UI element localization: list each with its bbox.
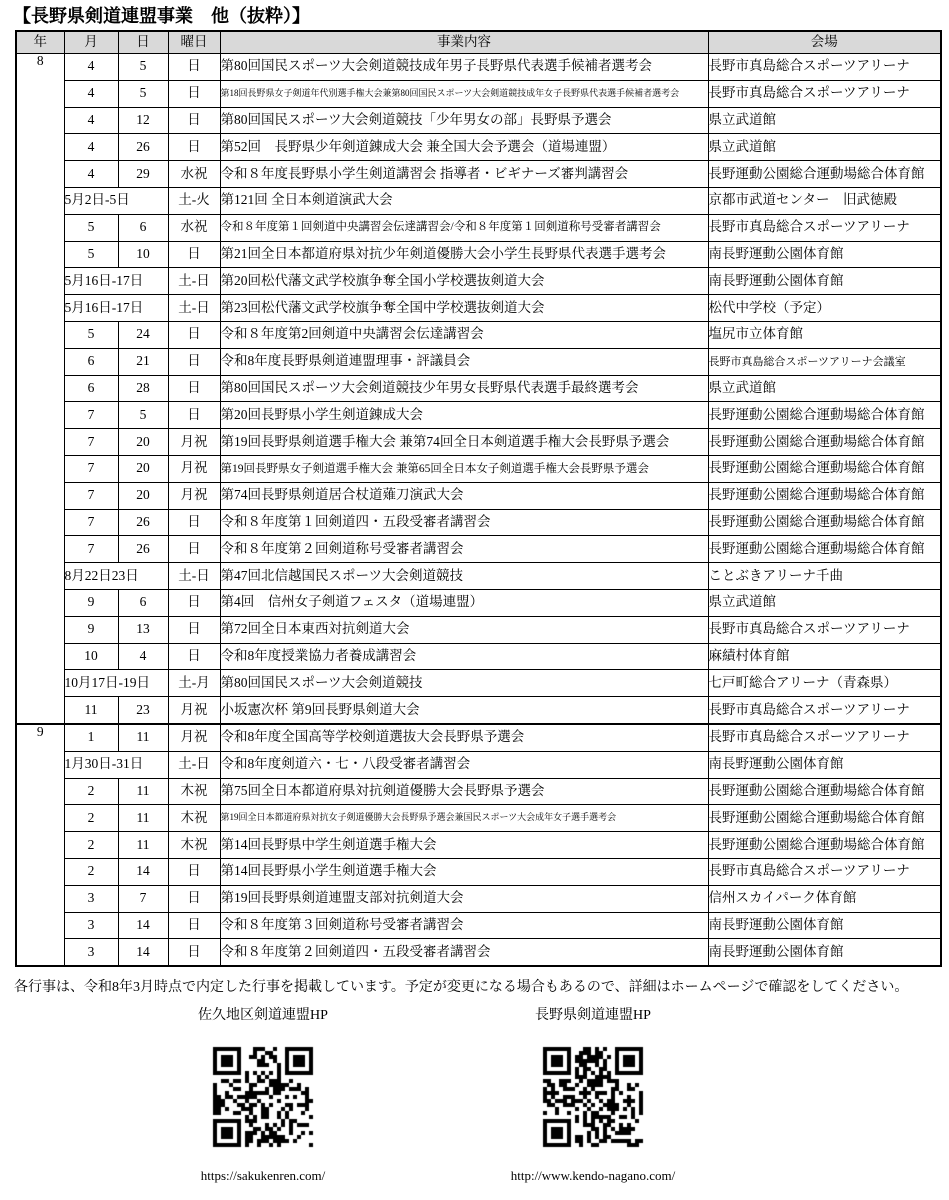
day-cell: 20	[118, 482, 168, 509]
date-range-cell: 10月17日-19日	[64, 670, 168, 697]
venue-cell: 長野市真島総合スポーツアリーナ	[708, 724, 941, 751]
day-cell: 13	[118, 616, 168, 643]
qr-url-nagano[interactable]: http://www.kendo-nagano.com/	[510, 1168, 676, 1183]
weekday-cell: 日	[168, 643, 220, 670]
venue-cell: 県立武道館	[708, 107, 941, 134]
date-range-cell: 5月16日-17日	[64, 268, 168, 295]
month-cell: 4	[64, 54, 118, 81]
day-cell: 6	[118, 589, 168, 616]
day-cell: 6	[118, 214, 168, 241]
day-cell: 20	[118, 429, 168, 456]
month-cell: 10	[64, 643, 118, 670]
venue-cell: 京都市武道センター 旧武徳殿	[708, 187, 941, 214]
event-cell: 第4回 信州女子剣道フェスタ（道場連盟）	[220, 589, 708, 616]
table-row	[16, 885, 941, 912]
qr-section-nagano	[478, 1004, 708, 1184]
event-cell: 第14回長野県小学生剣道選手権大会	[220, 858, 708, 885]
venue-cell: 南長野運動公園体育館	[708, 751, 941, 778]
table-row	[16, 482, 941, 509]
weekday-cell: 月祝	[168, 455, 220, 482]
weekday-cell: 日	[168, 134, 220, 161]
table-row	[16, 858, 941, 885]
weekday-cell: 日	[168, 536, 220, 563]
event-cell: 第80回国民スポーツ大会剣道競技	[220, 670, 708, 697]
event-cell: 第52回 長野県少年剣道錬成大会 兼全国大会予選会（道場連盟）	[220, 134, 708, 161]
table-row	[16, 187, 941, 214]
event-cell: 第80回国民スポーツ大会剣道競技「少年男女の部」長野県予選会	[220, 107, 708, 134]
event-cell: 第21回全日本都道府県対抗少年剣道優勝大会小学生長野県代表選手選考会	[220, 241, 708, 268]
month-cell: 4	[64, 161, 118, 188]
weekday-cell: 日	[168, 402, 220, 429]
weekday-cell: 月祝	[168, 482, 220, 509]
day-cell: 14	[118, 858, 168, 885]
month-cell: 5	[64, 214, 118, 241]
venue-cell: 七戸町総合アリーナ（青森県）	[708, 670, 941, 697]
weekday-cell: 日	[168, 375, 220, 402]
weekday-cell: 日	[168, 912, 220, 939]
venue-cell: 長野市真島総合スポーツアリーナ	[708, 697, 941, 724]
table-row	[16, 697, 941, 724]
month-cell: 4	[64, 80, 118, 107]
month-cell: 2	[64, 858, 118, 885]
table-row	[16, 724, 941, 751]
event-cell: 第19回長野県剣道連盟支部対抗剣道大会	[220, 885, 708, 912]
table-row	[16, 751, 941, 778]
day-cell: 14	[118, 912, 168, 939]
day-cell: 5	[118, 80, 168, 107]
weekday-cell: 日	[168, 885, 220, 912]
event-cell: 令和８年度第１回剣道四・五段受審者講習会	[220, 509, 708, 536]
day-cell: 26	[118, 509, 168, 536]
day-cell: 11	[118, 778, 168, 805]
year-cell: 8	[16, 54, 64, 724]
table-row	[16, 161, 941, 188]
weekday-cell: 土-日	[168, 268, 220, 295]
day-cell: 11	[118, 805, 168, 832]
month-cell: 6	[64, 375, 118, 402]
venue-cell: 長野運動公園総合運動場総合体育館	[708, 482, 941, 509]
date-range-cell: 1月30日-31日	[64, 751, 168, 778]
weekday-cell: 日	[168, 616, 220, 643]
weekday-cell: 日	[168, 858, 220, 885]
venue-cell: 長野運動公園総合運動場総合体育館	[708, 778, 941, 805]
day-cell: 28	[118, 375, 168, 402]
venue-cell: 長野市真島総合スポーツアリーナ会議室	[708, 348, 941, 375]
weekday-cell: 土-日	[168, 295, 220, 322]
venue-cell: 長野市真島総合スポーツアリーナ	[708, 54, 941, 81]
event-cell: 第47回北信越国民スポーツ大会剣道競技	[220, 563, 708, 590]
venue-cell: 県立武道館	[708, 134, 941, 161]
qr-code-nagano	[541, 1045, 645, 1149]
day-cell: 10	[118, 241, 168, 268]
venue-cell: 長野運動公園総合運動場総合体育館	[708, 509, 941, 536]
month-cell: 7	[64, 429, 118, 456]
qr-url-saku[interactable]: https://sakukenren.com/	[200, 1168, 326, 1183]
venue-cell: 南長野運動公園体育館	[708, 939, 941, 966]
year-cell: 9	[16, 724, 64, 966]
month-cell: 3	[64, 939, 118, 966]
event-cell: 第20回松代藩文武学校旗争奪全国小学校選抜剣道大会	[220, 268, 708, 295]
event-cell: 第19回長野県剣道選手権大会 兼第74回全日本剣道選手権大会長野県予選会	[220, 429, 708, 456]
table-row	[16, 214, 941, 241]
weekday-cell: 木祝	[168, 832, 220, 859]
day-cell: 11	[118, 724, 168, 751]
venue-cell: 長野運動公園総合運動場総合体育館	[708, 455, 941, 482]
date-range-cell: 5月2日-5日	[64, 187, 168, 214]
event-cell: 令和８年度第１回剣道中央講習会伝達講習会/令和８年度第１回剣道称号受審者講習会	[220, 214, 708, 241]
month-cell: 7	[64, 509, 118, 536]
weekday-cell: 日	[168, 939, 220, 966]
table-row	[16, 241, 941, 268]
table-row	[16, 563, 941, 590]
event-cell: 小坂憲次杯 第9回長野県剣道大会	[220, 697, 708, 724]
venue-cell: 県立武道館	[708, 589, 941, 616]
venue-cell: 長野市真島総合スポーツアリーナ	[708, 80, 941, 107]
table-row	[16, 54, 941, 81]
qr-section-saku	[148, 1004, 378, 1184]
month-cell: 4	[64, 107, 118, 134]
footer-note: 各行事は、令和8年3月時点で内定した行事を掲載しています。予定が変更になる場合もあるので、詳細はホームページで確認をしてください。	[14, 980, 909, 995]
weekday-cell: 土-日	[168, 563, 220, 590]
month-cell: 7	[64, 536, 118, 563]
day-cell: 14	[118, 939, 168, 966]
month-cell: 3	[64, 912, 118, 939]
month-cell: 6	[64, 348, 118, 375]
weekday-cell: 日	[168, 589, 220, 616]
table-row	[16, 589, 941, 616]
event-cell: 第75回全日本都道府県対抗剣道優勝大会長野県予選会	[220, 778, 708, 805]
table-row	[16, 348, 941, 375]
qr-code-saku	[211, 1045, 315, 1149]
col-header-weekday: 曜日	[168, 31, 220, 54]
qr-label-nagano: 長野県剣道連盟HP	[535, 1008, 651, 1023]
weekday-cell: 日	[168, 107, 220, 134]
event-cell: 令和8年度剣道六・七・八段受審者講習会	[220, 751, 708, 778]
venue-cell: 松代中学校（予定）	[708, 295, 941, 322]
qr-label-saku: 佐久地区剣道連盟HP	[198, 1008, 328, 1023]
day-cell: 23	[118, 697, 168, 724]
table-row	[16, 455, 941, 482]
table-row	[16, 268, 941, 295]
day-cell: 12	[118, 107, 168, 134]
venue-cell: 長野運動公園総合運動場総合体育館	[708, 429, 941, 456]
event-cell: 第14回長野県中学生剣道選手権大会	[220, 832, 708, 859]
event-cell: 令和8年度全国高等学校剣道選抜大会長野県予選会	[220, 724, 708, 751]
month-cell: 11	[64, 697, 118, 724]
col-header-day: 日	[118, 31, 168, 54]
weekday-cell: 月祝	[168, 724, 220, 751]
table-row	[16, 778, 941, 805]
table-row	[16, 939, 941, 966]
venue-cell: 長野市真島総合スポーツアリーナ	[708, 616, 941, 643]
venue-cell: 南長野運動公園体育館	[708, 268, 941, 295]
day-cell: 5	[118, 54, 168, 81]
col-header-event: 事業内容	[220, 31, 708, 54]
weekday-cell: 日	[168, 348, 220, 375]
month-cell: 5	[64, 241, 118, 268]
event-cell: 令和8年度授業協力者養成講習会	[220, 643, 708, 670]
event-cell: 第19回長野県女子剣道選手権大会 兼第65回全日本女子剣道選手権大会長野県予選会	[220, 455, 708, 482]
table-row	[16, 912, 941, 939]
event-cell: 令和8年度長野県剣道連盟理事・評議員会	[220, 348, 708, 375]
events-table	[15, 30, 942, 967]
venue-cell: 南長野運動公園体育館	[708, 912, 941, 939]
event-cell: 第74回長野県剣道居合杖道薙刀演武大会	[220, 482, 708, 509]
weekday-cell: 土-月	[168, 670, 220, 697]
venue-cell: 長野運動公園総合運動場総合体育館	[708, 402, 941, 429]
table-row	[16, 107, 941, 134]
weekday-cell: 土-日	[168, 751, 220, 778]
table-row	[16, 805, 941, 832]
month-cell: 7	[64, 455, 118, 482]
day-cell: 21	[118, 348, 168, 375]
table-row	[16, 295, 941, 322]
weekday-cell: 月祝	[168, 697, 220, 724]
venue-cell: 塩尻市立体育館	[708, 321, 941, 348]
weekday-cell: 日	[168, 321, 220, 348]
month-cell: 3	[64, 885, 118, 912]
table-row	[16, 375, 941, 402]
weekday-cell: 土-火	[168, 187, 220, 214]
day-cell: 20	[118, 455, 168, 482]
month-cell: 7	[64, 402, 118, 429]
day-cell: 24	[118, 321, 168, 348]
venue-cell: 信州スカイパーク体育館	[708, 885, 941, 912]
weekday-cell: 日	[168, 80, 220, 107]
event-cell: 第72回全日本東西対抗剣道大会	[220, 616, 708, 643]
day-cell: 5	[118, 402, 168, 429]
month-cell: 9	[64, 589, 118, 616]
month-cell: 2	[64, 778, 118, 805]
page-title: 【長野県剣道連盟事業 他（抜粋）】	[13, 6, 310, 26]
venue-cell: 長野運動公園総合運動場総合体育館	[708, 161, 941, 188]
table-row	[16, 321, 941, 348]
weekday-cell: 水祝	[168, 214, 220, 241]
venue-cell: 長野運動公園総合運動場総合体育館	[708, 536, 941, 563]
weekday-cell: 水祝	[168, 161, 220, 188]
table-header-row	[16, 31, 941, 54]
weekday-cell: 月祝	[168, 429, 220, 456]
date-range-cell: 8月22日23日	[64, 563, 168, 590]
table-row	[16, 832, 941, 859]
day-cell: 11	[118, 832, 168, 859]
month-cell: 2	[64, 805, 118, 832]
month-cell: 2	[64, 832, 118, 859]
month-cell: 9	[64, 616, 118, 643]
col-header-venue: 会場	[708, 31, 941, 54]
table-row	[16, 509, 941, 536]
venue-cell: 南長野運動公園体育館	[708, 241, 941, 268]
event-cell: 第23回松代藩文武学校旗争奪全国中学校選抜剣道大会	[220, 295, 708, 322]
table-row	[16, 536, 941, 563]
event-cell: 第80回国民スポーツ大会剣道競技少年男女長野県代表選手最終選考会	[220, 375, 708, 402]
venue-cell: 県立武道館	[708, 375, 941, 402]
event-cell: 第20回長野県小学生剣道錬成大会	[220, 402, 708, 429]
event-cell: 令和８年度長野県小学生剣道講習会 指導者・ビギナーズ審判講習会	[220, 161, 708, 188]
day-cell: 29	[118, 161, 168, 188]
date-range-cell: 5月16日-17日	[64, 295, 168, 322]
day-cell: 26	[118, 536, 168, 563]
event-cell: 第19回全日本都道府県対抗女子剣道優勝大会長野県予選会兼国民スポーツ大会成年女子選手選考会	[220, 805, 708, 832]
table-row	[16, 643, 941, 670]
event-cell: 令和８年度第2回剣道中央講習会伝達講習会	[220, 321, 708, 348]
month-cell: 7	[64, 482, 118, 509]
weekday-cell: 日	[168, 241, 220, 268]
venue-cell: ことぶきアリーナ千曲	[708, 563, 941, 590]
event-cell: 令和８年度第２回剣道称号受審者講習会	[220, 536, 708, 563]
table-row	[16, 429, 941, 456]
venue-cell: 麻績村体育館	[708, 643, 941, 670]
month-cell: 1	[64, 724, 118, 751]
events-table-body	[16, 54, 941, 967]
month-cell: 4	[64, 134, 118, 161]
table-row	[16, 402, 941, 429]
venue-cell: 長野運動公園総合運動場総合体育館	[708, 832, 941, 859]
event-cell: 第80回国民スポーツ大会剣道競技成年男子長野県代表選手候補者選考会	[220, 54, 708, 81]
day-cell: 7	[118, 885, 168, 912]
day-cell: 26	[118, 134, 168, 161]
venue-cell: 長野運動公園総合運動場総合体育館	[708, 805, 941, 832]
col-header-month: 月	[64, 31, 118, 54]
venue-cell: 長野市真島総合スポーツアリーナ	[708, 214, 941, 241]
table-row	[16, 670, 941, 697]
event-cell: 第18回長野県女子剣道年代別選手権大会兼第80回国民スポーツ大会剣道競技成年女子長野県代表選手候補者選考会	[220, 80, 708, 107]
table-row	[16, 616, 941, 643]
table-row	[16, 80, 941, 107]
event-cell: 令和８年度第３回剣道称号受審者講習会	[220, 912, 708, 939]
weekday-cell: 木祝	[168, 778, 220, 805]
venue-cell: 長野市真島総合スポーツアリーナ	[708, 858, 941, 885]
table-row	[16, 134, 941, 161]
weekday-cell: 日	[168, 509, 220, 536]
weekday-cell: 木祝	[168, 805, 220, 832]
month-cell: 5	[64, 321, 118, 348]
col-header-year: 年	[16, 31, 64, 54]
event-cell: 第121回 全日本剣道演武大会	[220, 187, 708, 214]
weekday-cell: 日	[168, 54, 220, 81]
day-cell: 4	[118, 643, 168, 670]
event-cell: 令和８年度第２回剣道四・五段受審者講習会	[220, 939, 708, 966]
